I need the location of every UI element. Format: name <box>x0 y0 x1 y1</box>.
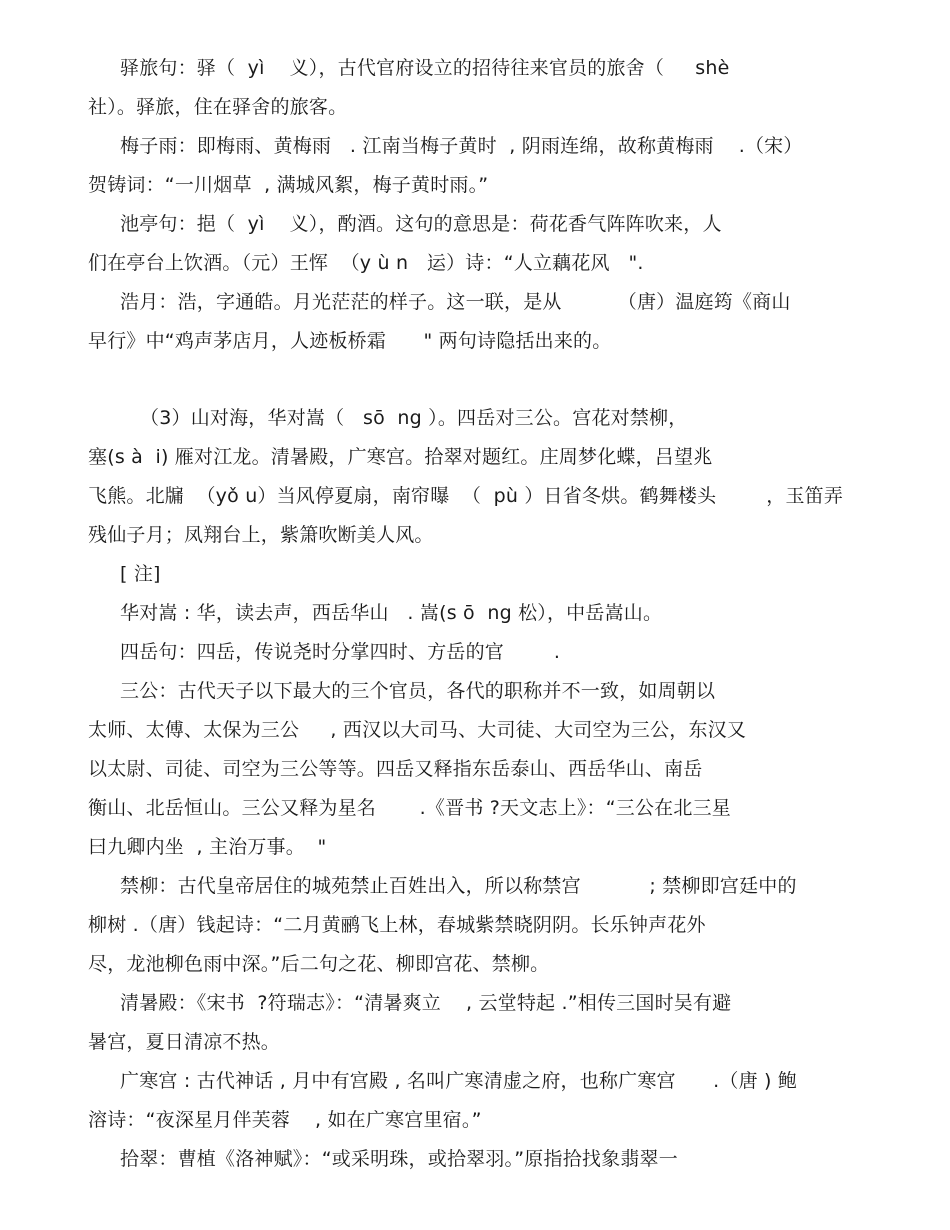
text-line: 清暑殿：《宋书 ?符瑞志》：“清暑爽立 , 云堂特起 .”相传三国时吴有避 <box>120 992 732 1014</box>
text-line: 贺铸词：“一川烟草 , 满城风絮，梅子黄时雨。” <box>88 174 489 196</box>
text-line: 飞熊。北牖 （yǒ u）当风停夏扇，南帘曝 （ pù ）日省冬烘。鹤舞楼头 ，玉笛弄 <box>88 485 844 507</box>
text-line: 四岳句：四岳，传说尧时分掌四时、方岳的官 . <box>120 641 561 663</box>
text-line: 三公：古代天子以下最大的三个官员，各代的职称并不一致，如周朝以 <box>120 680 716 702</box>
text-line: 溶诗：“夜深星月伴芙蓉 , 如在广寒宫里宿。” <box>88 1109 482 1131</box>
text-line: 早行》中“鸡声茅店月，人迹板桥霜 " 两句诗隐括出来的。 <box>88 330 612 352</box>
text-line: 柳树 .（唐）钱起诗：“二月黄鹂飞上林，春城紫禁晓阴阴。长乐钟声花外 <box>88 914 706 936</box>
text-line: 浩月：浩，字通皓。月光茫茫的样子。这一联，是从 （唐）温庭筠《商山 <box>120 291 791 313</box>
text-line: 太师、太傅、太保为三公 , 西汉以大司马、大司徒、大司空为三公，东汉又 <box>88 719 747 741</box>
text-line: 以太尉、司徒、司空为三公等等。四岳又释指东岳泰山、西岳华山、南岳 <box>88 758 703 780</box>
text-line: 广寒宫 : 古代神话 , 月中有宫殿 , 名叫广寒清虚之府，也称广寒宫 .（唐 ) 鲍 <box>120 1070 798 1092</box>
text-line: 曰九卿内坐 , 主治万事。 " <box>88 836 327 858</box>
text-line: 残仙子月；凤翔台上，紫箫吹断美人风。 <box>88 524 434 546</box>
text-line: 禁柳：古代皇帝居住的城苑禁止百姓出入，所以称禁宫 ; 禁柳即宫廷中的 <box>120 875 797 897</box>
text-line: 社）。驿旅，住在驿舍的旅客。 <box>88 96 348 118</box>
text-line: 池亭句：挹（ yì 义），酌酒。这句的意思是：荷花香气阵阵吹来，人 <box>120 213 722 235</box>
text-line: 暑宫，夏日清凉不热。 <box>88 1031 281 1053</box>
text-line: 衡山、北岳恒山。三公又释为星名 .《晋书 ?天文志上》：“三公在北三星 <box>88 797 731 819</box>
text-line: 华对嵩 : 华，读去声，西岳华山 . 嵩(s ō ng 松），中岳嵩山。 <box>120 602 663 624</box>
text-line: 梅子雨：即梅雨、黄梅雨 . 江南当梅子黄时 , 阴雨连绵，故称黄梅雨 .（宋） <box>120 135 803 157</box>
text-line: 们在亭台上饮酒。（元）王恽 （y ù n 运）诗：“人立藕花风 ". <box>88 252 644 274</box>
notes-heading: [ 注] <box>120 563 161 585</box>
text-line: 拾翠：曹植《洛神赋》：“或采明珠，或拾翠羽。”原指拾找象翡翠一 <box>120 1148 678 1170</box>
section-heading: （3）山对海，华对嵩（ sō ng ）。四岳对三公。宫花对禁柳， <box>140 407 688 429</box>
text-line: 尽，龙池柳色雨中深。”后二句之花、柳即宫花、禁柳。 <box>88 953 550 975</box>
text-line: 驿旅句：驿（ yì 义），古代官府设立的招待往来官员的旅舍（ shè <box>120 57 730 79</box>
text-line: 塞(s à i) 雁对江龙。清暑殿，广寒宫。拾翠对题红。庄周梦化蝶，吕望兆 <box>88 446 713 468</box>
